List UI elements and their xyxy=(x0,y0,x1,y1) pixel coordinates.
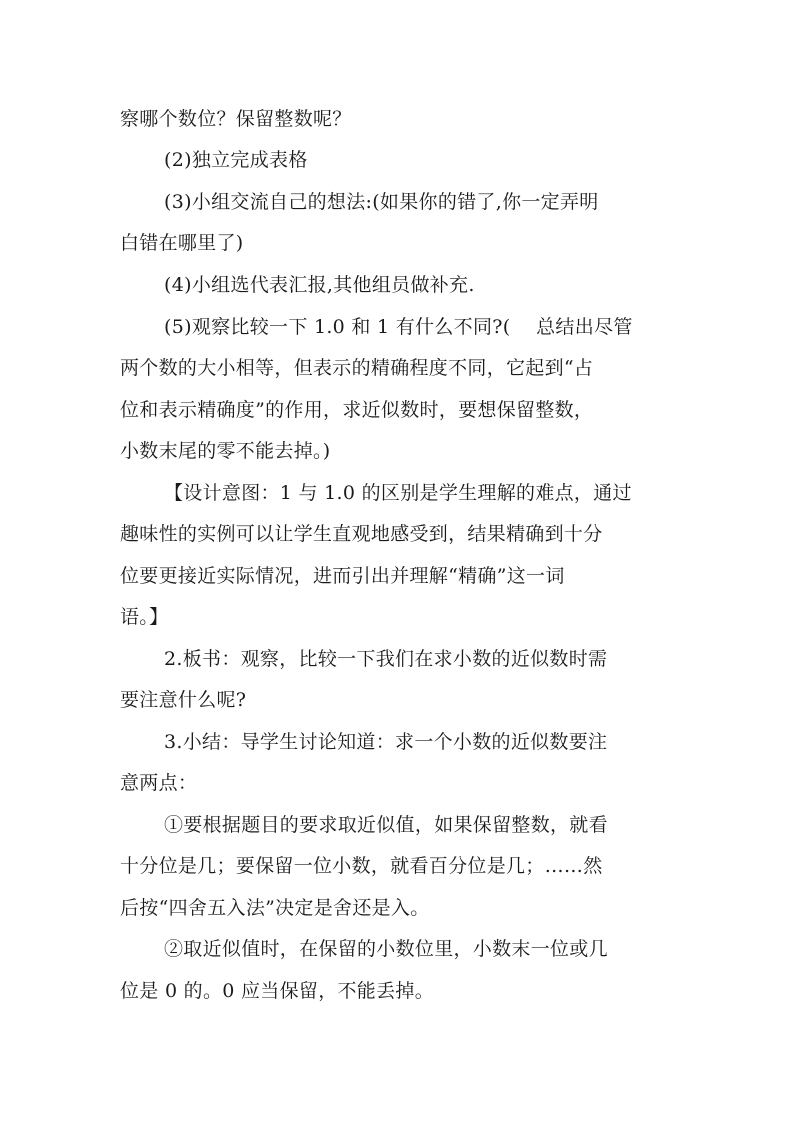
text-line-20: 后按“四舍五入法”决定是舍还是入。 xyxy=(120,897,430,919)
text-line-1: 察哪个数位？保留整数呢？ xyxy=(120,108,352,130)
text-line-14: 2.板书：观察，比较一下我们在求小数的近似数时需 xyxy=(164,648,608,670)
text-line-16: 3.小结：导学生讨论知道：求一个小数的近似数要注 xyxy=(164,731,608,753)
text-line-7: 两个数的大小相等，但表示的精确程度不同，它起到“占 xyxy=(120,357,594,379)
text-line-5: (4)小组选代表汇报,其他组员做补充. xyxy=(164,274,475,296)
text-line-22: 位是 0 的。0 应当保留，不能丢掉。 xyxy=(120,980,434,1002)
text-line-18: ①要根据题目的要求取近似值，如果保留整数，就看 xyxy=(164,814,608,836)
text-line-10: 【设计意图：1 与 1.0 的区别是学生理解的难点，通过 xyxy=(164,482,632,504)
text-line-19: 十分位是几；要保留一位小数，就看百分位是几；……然 xyxy=(120,855,603,877)
text-line-17: 意两点： xyxy=(120,772,198,794)
text-line-9: 小数末尾的零不能去掉。) xyxy=(120,440,331,462)
text-line-11: 趣味性的实例可以让学生直观地感受到，结果精确到十分 xyxy=(120,523,603,545)
text-line-6: (5)观察比较一下 1.0 和 1 有什么不同?( 总结出尽管 xyxy=(164,316,633,338)
text-line-21: ②取近似值时，在保留的小数位里，小数末一位或几 xyxy=(164,938,608,960)
text-line-13: 语。】 xyxy=(120,606,169,628)
text-line-4: 白错在哪里了) xyxy=(120,232,244,254)
text-line-8: 位和表示精确度”的作用，求近似数时，要想保留整数， xyxy=(120,399,594,421)
text-line-15: 要注意什么呢? xyxy=(120,689,247,711)
text-line-3: (3)小组交流自己的想法:(如果你的错了,你一定弄明 xyxy=(164,191,599,213)
text-line-12: 位要更接近实际情况，进而引出并理解“精确”这一词 xyxy=(120,565,565,587)
text-line-2: (2)独立完成表格 xyxy=(164,149,308,171)
